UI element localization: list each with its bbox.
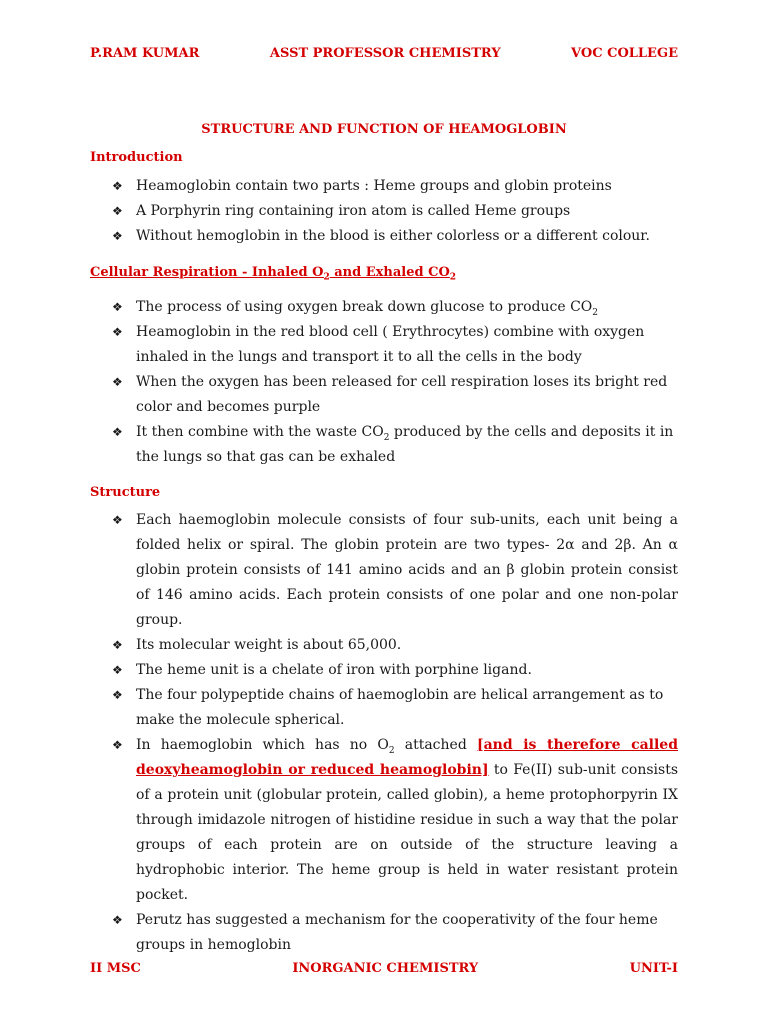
list-item: ❖ A Porphyrin ring containing iron atom is called Heme groups: [112, 199, 678, 224]
document-title: STRUCTURE AND FUNCTION OF HEAMOGLOBIN: [201, 122, 567, 137]
deoxy-highlight: [and is therefore called deoxyheamoglobin or reduced heamoglobin]: [136, 737, 678, 778]
list-item: ❖ The heme unit is a chelate of iron with porphine ligand.: [112, 658, 678, 683]
header-college: VOC COLLEGE: [571, 46, 678, 61]
respiration-heading: Cellular Respiration - Inhaled $O_2$ and Exhaled $CO_2$: [90, 265, 457, 283]
intro-list: [112, 174, 678, 249]
list-item: ❖ Its molecular weight is about 65,000.: [112, 633, 678, 658]
footer-unit: UNIT-I: [629, 961, 678, 976]
list-item: ❖ Perutz has suggested a mechanism for the cooperativity of the four heme groups in hemoglobin: [112, 908, 678, 958]
list-item: ❖ The four polypeptide chains of haemoglobin are helical arrangement as to make the molecule spherical.: [112, 683, 678, 733]
page-header: [90, 46, 678, 61]
list-item: ❖ It then combine with the waste $CO_2$ produced by the cells and deposits it in the lungs so that gas can be exhaled: [112, 420, 678, 470]
list-item: ❖ Heamoglobin in the red blood cell ( Erythrocytes) combine with oxygen inhaled in the lungs and transport it to all the cells in the body: [112, 320, 678, 370]
respiration-list: [112, 295, 678, 470]
structure-heading: Structure: [90, 485, 161, 500]
header-designation: ASST PROFESSOR CHEMISTRY: [269, 46, 501, 61]
list-item: ❖ When the oxygen has been released for cell respiration loses its bright red color and becomes purple: [112, 370, 678, 420]
list-item: ❖ Heamoglobin contain two parts : Heme groups and globin proteins: [112, 174, 678, 199]
page-footer: [90, 961, 678, 976]
header-author: P.RAM KUMAR: [90, 46, 200, 61]
list-item: ❖ The process of using oxygen break down glucose to produce $CO_2$: [112, 295, 678, 320]
footer-subject: INORGANIC CHEMISTRY: [292, 961, 479, 976]
list-item: ❖ In haemoglobin which has no $O_2$ attached [and is therefore called deoxyheamoglobin or reduced heamoglobin] to Fe(II) sub-unit consists of a protein unit (globular protein, called globin), a heme protophorpyrin IX through imidazole nitrogen of histidine residue in such a way that the polar groups of each protein are on outside of the structure leaving a hydrophobic interior. The heme group is held in water resistant protein pocket.: [112, 733, 678, 908]
list-item: ❖ Each haemoglobin molecule consists of four sub-units, each unit being a folded helix or spiral. The globin protein are two types- 2α and 2β. An α globin protein consists of 141 amino acids and an β globin protein consist of 146 amino acids. Each protein consists of one polar and one non-polar group.: [112, 508, 678, 633]
list-item: ❖ Without hemoglobin in the blood is either colorless or a different colour.: [112, 224, 678, 249]
intro-heading: Introduction: [90, 150, 183, 165]
structure-list: [112, 508, 678, 958]
footer-class: II MSC: [90, 961, 141, 976]
